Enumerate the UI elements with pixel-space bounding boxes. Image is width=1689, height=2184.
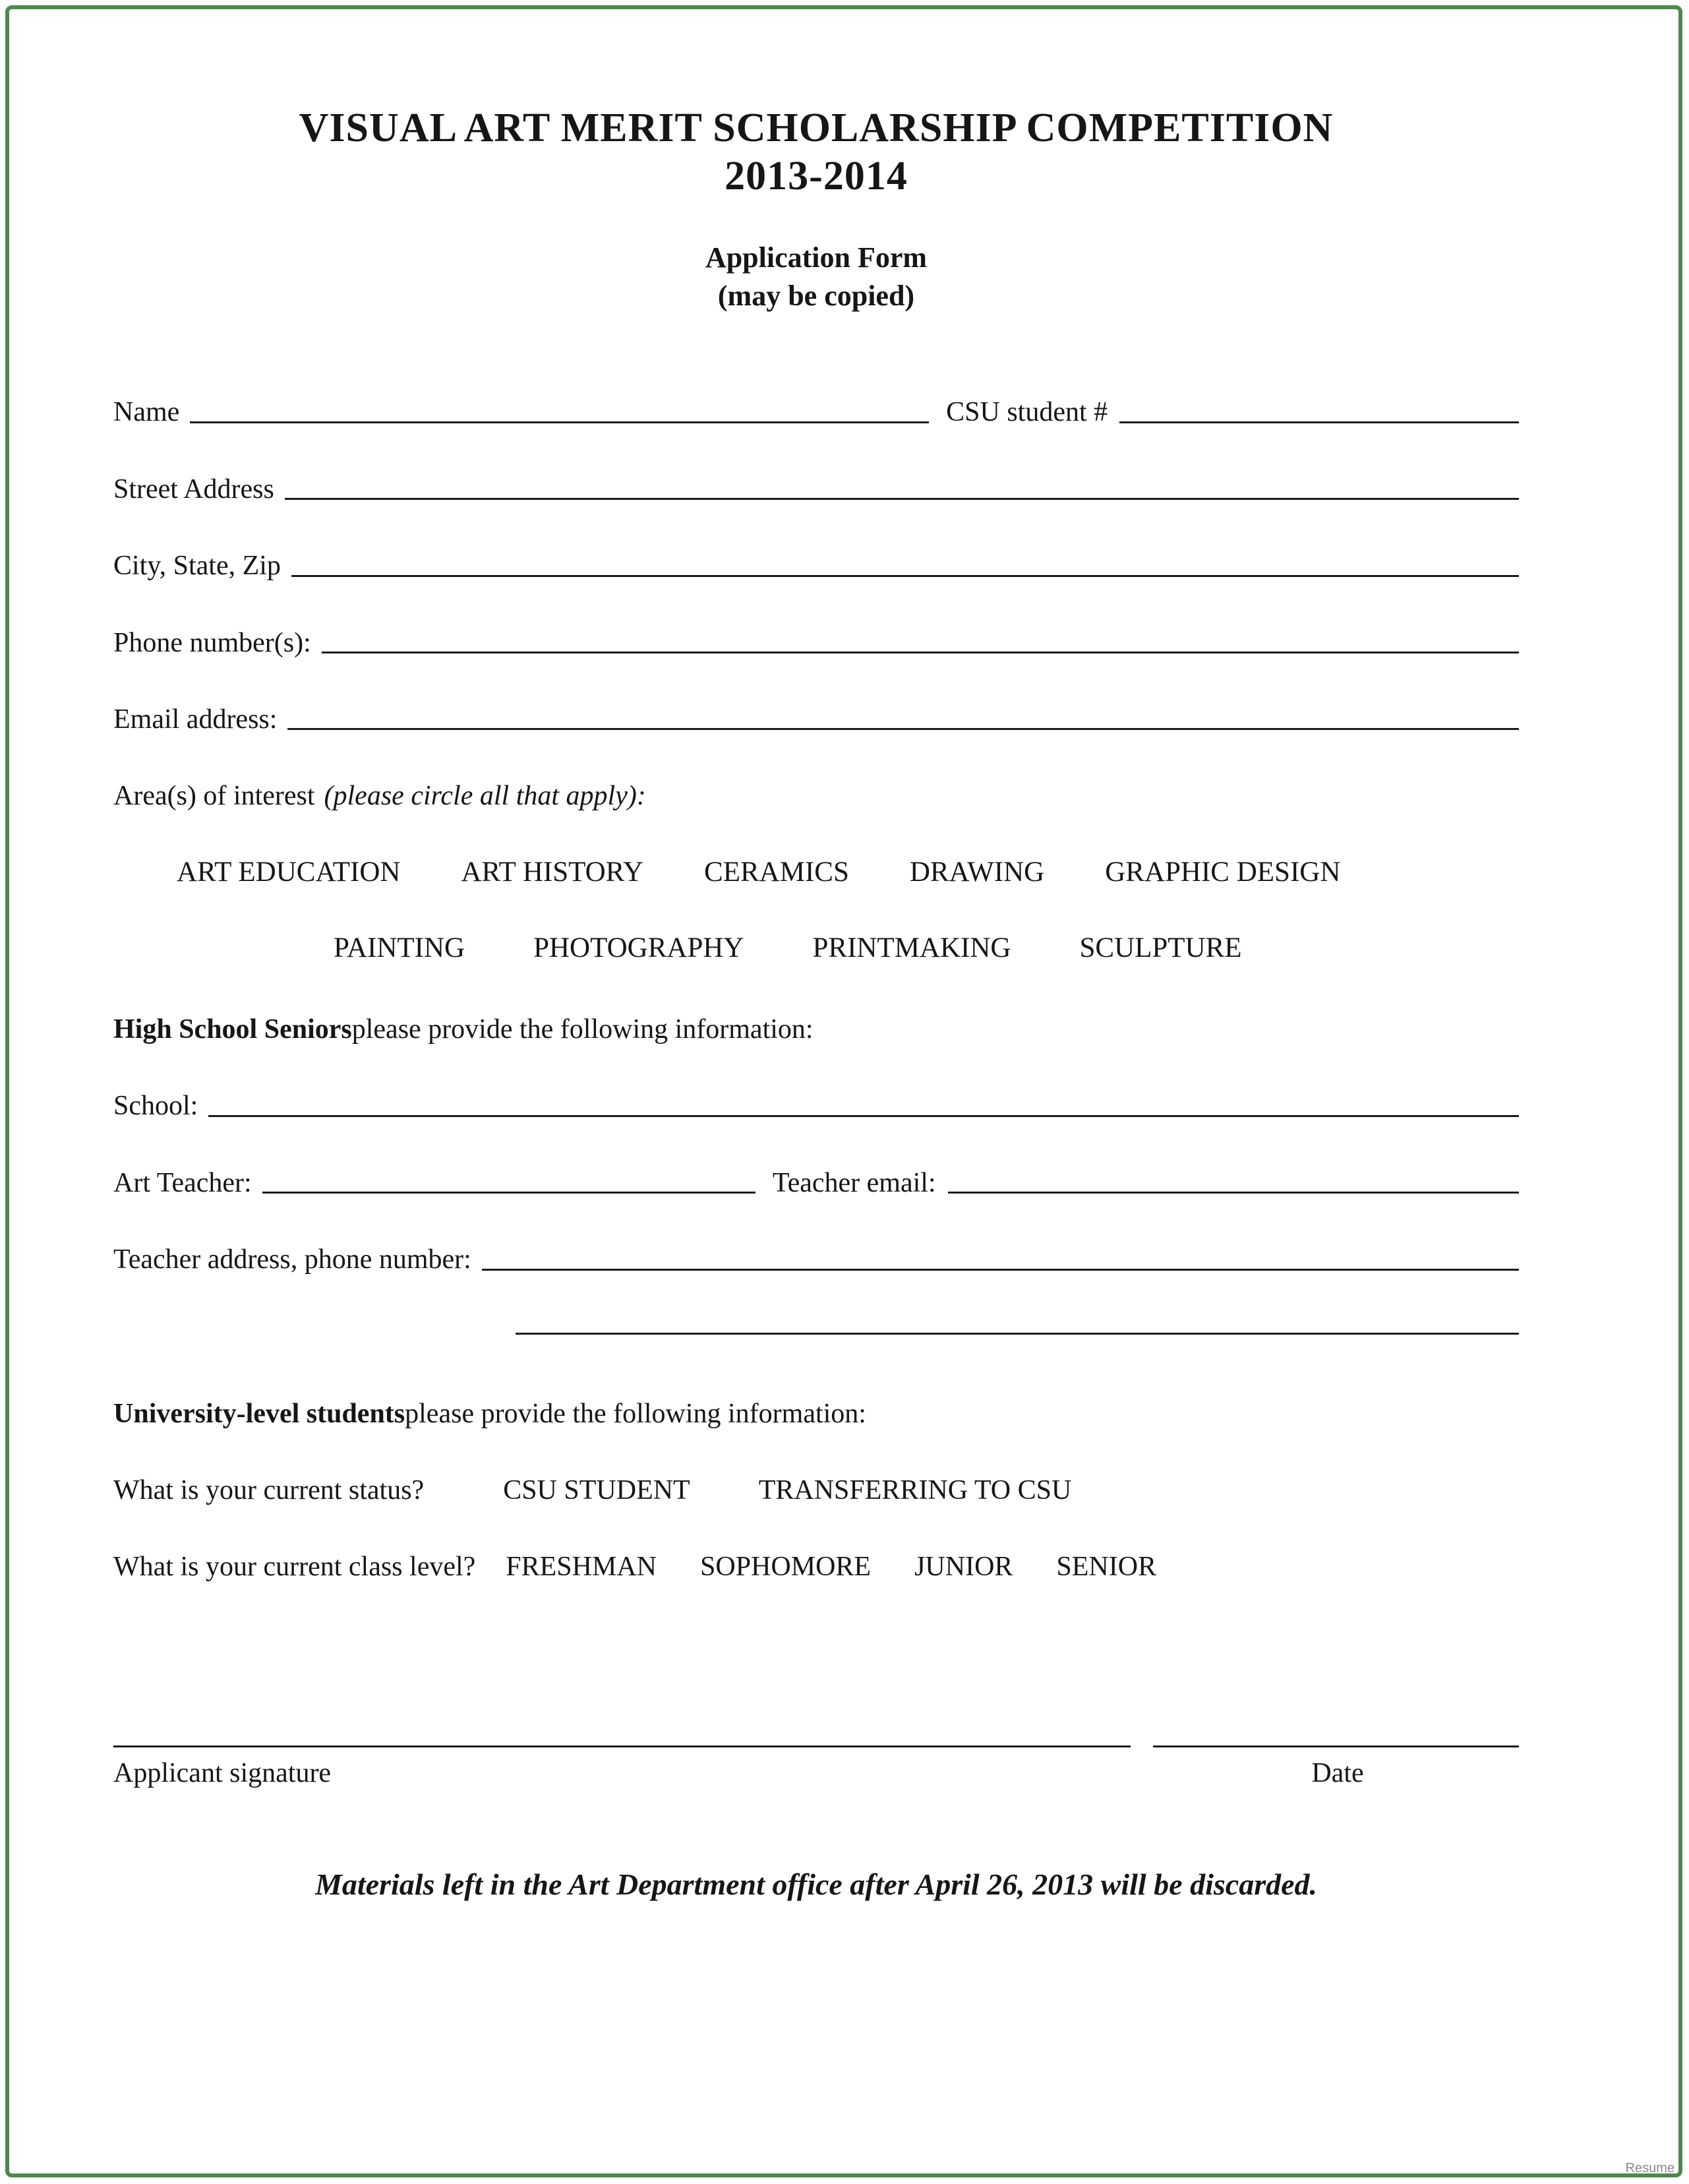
form-title: VISUAL ART MERIT SCHOLARSHIP COMPETITION bbox=[299, 106, 1334, 150]
area-option-ceramics[interactable]: CERAMICS bbox=[704, 856, 849, 888]
teacher-address-row bbox=[113, 1243, 1519, 1276]
art-teacher-label: Art Teacher: bbox=[113, 1167, 252, 1198]
date-label: Date bbox=[1311, 1757, 1364, 1788]
street-address-row bbox=[113, 473, 1519, 506]
city-state-zip-input-line[interactable] bbox=[291, 574, 1519, 577]
application-form-label: Application Form bbox=[705, 241, 928, 274]
phone-label: Phone number(s): bbox=[113, 627, 311, 658]
area-option-printmaking[interactable]: PRINTMAKING bbox=[812, 932, 1011, 964]
area-option-photography[interactable]: PHOTOGRAPHY bbox=[533, 932, 744, 964]
email-input-line[interactable] bbox=[287, 727, 1519, 730]
email-row bbox=[113, 703, 1519, 736]
csu-student-number-label: CSU student # bbox=[946, 397, 1108, 428]
area-option-sculpture[interactable]: SCULPTURE bbox=[1079, 932, 1242, 964]
area-option-art-history[interactable]: ART HISTORY bbox=[461, 856, 644, 888]
high-school-heading-rest: please provide the following information: bbox=[351, 1014, 814, 1045]
status-option-csu-student[interactable]: CSU STUDENT bbox=[503, 1474, 690, 1505]
name-label: Name bbox=[113, 397, 180, 428]
csu-student-number-input-line[interactable] bbox=[1119, 420, 1519, 423]
areas-options-row-1 bbox=[113, 855, 1519, 890]
street-address-label: Street Address bbox=[113, 473, 274, 504]
areas-heading-row bbox=[113, 779, 1519, 812]
name-input-line[interactable] bbox=[190, 420, 929, 423]
resume-watermark: Resume bbox=[1625, 2161, 1674, 2175]
areas-options-row-2 bbox=[113, 931, 1519, 965]
area-option-art-education[interactable]: ART EDUCATION bbox=[177, 856, 401, 888]
university-heading-bold: University-level students bbox=[113, 1398, 405, 1429]
current-status-row bbox=[113, 1474, 1519, 1507]
art-teacher-row bbox=[113, 1167, 1519, 1199]
class-option-junior[interactable]: JUNIOR bbox=[914, 1552, 1013, 1583]
signature-line-row bbox=[113, 1750, 1519, 1753]
class-option-senior[interactable]: SENIOR bbox=[1056, 1552, 1157, 1583]
teacher-address-continuation-row bbox=[113, 1337, 1519, 1341]
applicant-signature-label: Applicant signature bbox=[113, 1757, 332, 1788]
current-status-question: What is your current status? bbox=[113, 1474, 425, 1505]
class-level-question: What is your current class level? bbox=[113, 1552, 476, 1583]
teacher-address-label: Teacher address, phone number: bbox=[113, 1244, 471, 1275]
area-option-graphic-design[interactable]: GRAPHIC DESIGN bbox=[1105, 856, 1341, 888]
teacher-address-input-line[interactable] bbox=[482, 1267, 1519, 1271]
university-heading bbox=[113, 1397, 1519, 1430]
copy-note-label: (may be copied) bbox=[717, 280, 915, 313]
phone-row bbox=[113, 626, 1519, 659]
area-option-drawing[interactable]: DRAWING bbox=[909, 856, 1045, 888]
class-option-freshman[interactable]: FRESHMAN bbox=[506, 1552, 657, 1583]
teacher-email-label: Teacher email: bbox=[772, 1167, 936, 1198]
high-school-heading bbox=[113, 1013, 1519, 1046]
status-option-transferring[interactable]: TRANSFERRING TO CSU bbox=[758, 1474, 1072, 1505]
school-input-line[interactable] bbox=[208, 1114, 1519, 1117]
class-option-sophomore[interactable]: SOPHOMORE bbox=[700, 1552, 872, 1583]
teacher-address-continuation-line[interactable] bbox=[516, 1331, 1519, 1335]
signature-labels-row bbox=[113, 1757, 1519, 1789]
discard-notice: Materials left in the Art Department office after April 26, 2013 will be discarded. bbox=[314, 1867, 1318, 1901]
date-line[interactable] bbox=[1153, 1744, 1519, 1747]
current-status-options bbox=[503, 1474, 1071, 1507]
name-row bbox=[113, 396, 1519, 429]
high-school-heading-bold: High School Seniors bbox=[113, 1014, 352, 1045]
school-row bbox=[113, 1089, 1519, 1122]
university-heading-rest: please provide the following information: bbox=[405, 1398, 866, 1429]
city-state-zip-label: City, State, Zip bbox=[113, 551, 281, 582]
email-label: Email address: bbox=[113, 704, 278, 735]
school-label: School: bbox=[113, 1091, 198, 1122]
form-subtitle-block bbox=[113, 239, 1519, 315]
area-option-painting[interactable]: PAINTING bbox=[334, 932, 465, 964]
teacher-email-input-line[interactable] bbox=[948, 1190, 1519, 1194]
applicant-signature-line[interactable] bbox=[113, 1744, 1131, 1747]
street-address-input-line[interactable] bbox=[285, 497, 1519, 500]
city-state-zip-row bbox=[113, 549, 1519, 582]
areas-note: (please circle all that apply): bbox=[324, 781, 646, 812]
class-level-row bbox=[113, 1550, 1519, 1583]
class-level-options bbox=[506, 1550, 1156, 1583]
form-year: 2013-2014 bbox=[725, 154, 908, 199]
areas-label: Area(s) of interest bbox=[113, 781, 315, 812]
art-teacher-input-line[interactable] bbox=[262, 1190, 756, 1194]
phone-input-line[interactable] bbox=[322, 650, 1519, 653]
